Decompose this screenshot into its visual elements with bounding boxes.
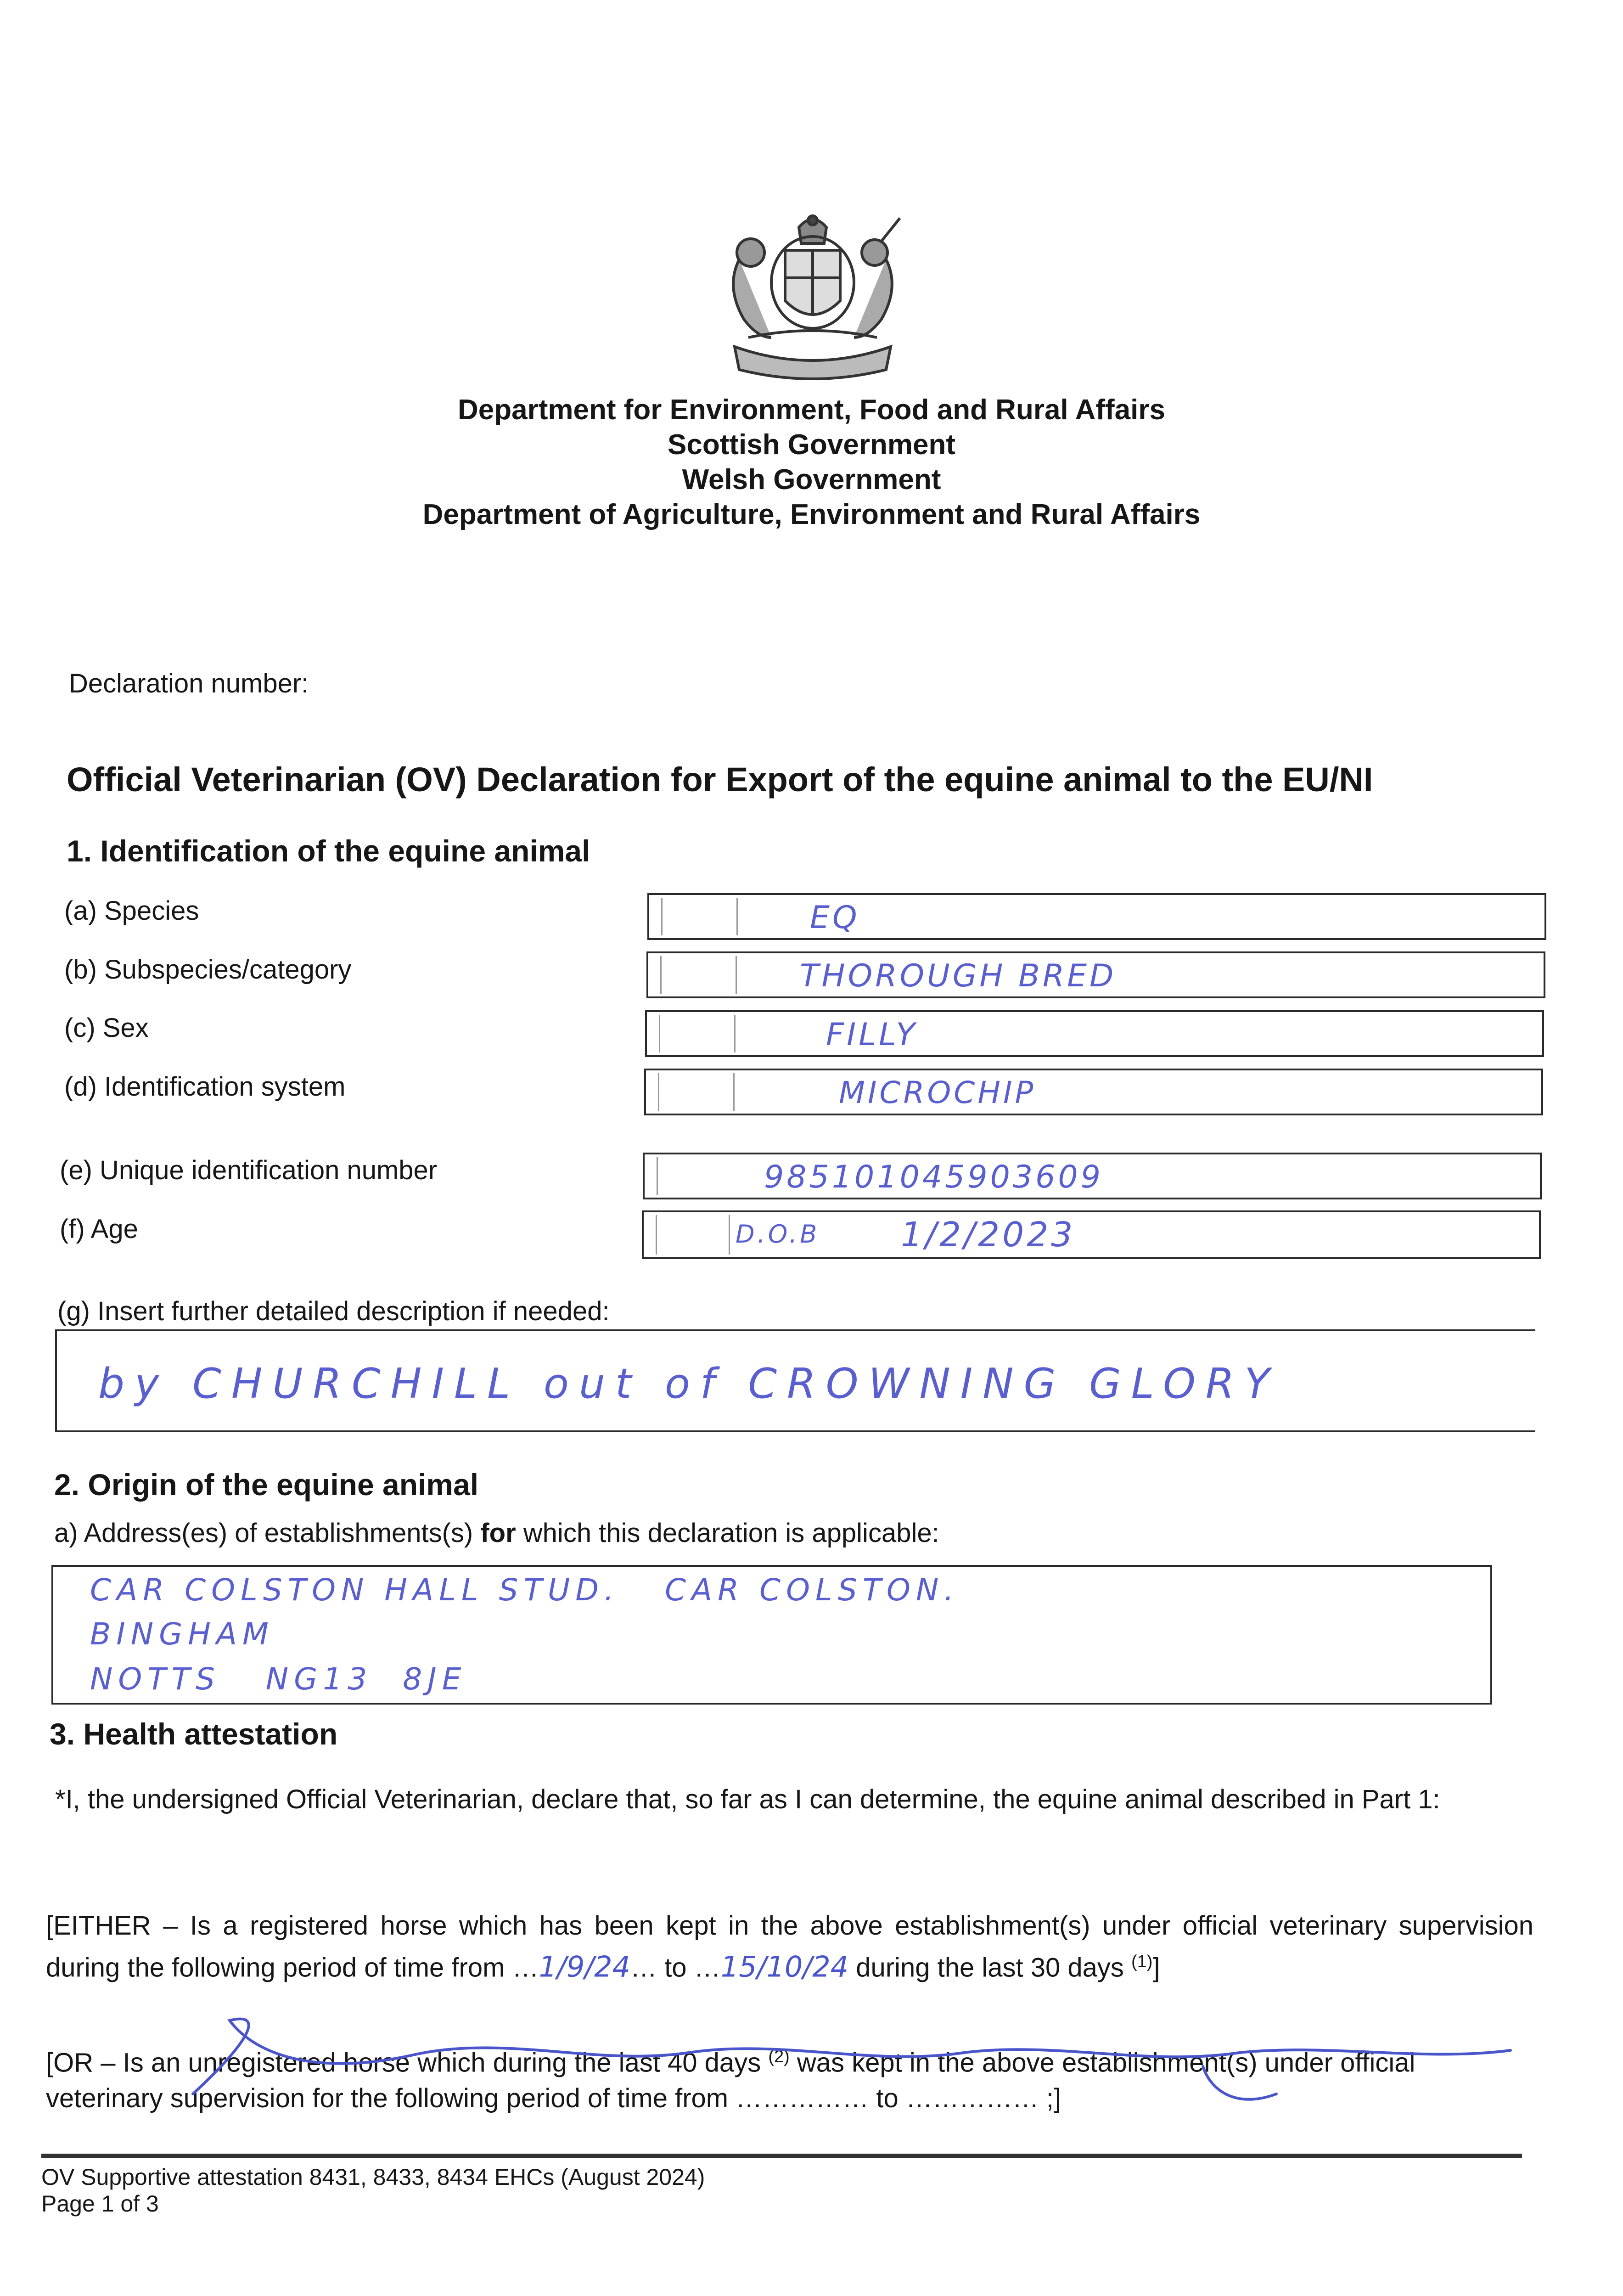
identification-system-label: (d) Identification system <box>64 1072 346 1102</box>
identification-system-value: MICROCHIP <box>839 1075 1036 1110</box>
section-3-heading: 3. Health attestation <box>50 1717 338 1751</box>
document-title: Official Veterinarian (OV) Declaration for Export of the equine animal to the EU/NI <box>67 760 1373 799</box>
department-name-1: Department for Environment, Food and Rural Affairs <box>458 394 1165 426</box>
declaration-number-label: Declaration number: <box>69 669 309 698</box>
footer-divider <box>41 2154 1522 2158</box>
subspecies-value: THOROUGH BRED <box>800 958 1117 994</box>
health-attestation-intro: *I, the undersigned Official Veterinarian, declare that, so far as I can determine, the equine animal described in Part 1: <box>55 1784 1440 1814</box>
either-to-date: 15/10/24 <box>720 1950 849 1984</box>
either-statement: [EITHER – Is a registered horse which has been kept in the above establishment(s) under official veterinary supervision during the following period of time from …1/9/24… to …15/10/24 during the last 30 days $^{(1)}$] <box>46 1911 1533 1984</box>
address-line-2: BINGHAM <box>90 1616 274 1652</box>
address-line-1: CAR COLSTON HALL STUD. CAR COLSTON. <box>90 1572 960 1608</box>
department-name-2: Scottish Government <box>668 429 955 461</box>
sex-label: (c) Sex <box>64 1013 149 1043</box>
address-line-3: NOTTS NG13 8JE <box>90 1661 467 1697</box>
page-number: Page 1 of 3 <box>41 2191 159 2217</box>
department-name-4: Department of Agriculture, Environment and Rural Affairs <box>422 499 1201 530</box>
subspecies-label: (b) Subspecies/category <box>64 955 352 985</box>
footer-reference: OV Supportive attestation 8431, 8433, 8434 EHCs (August 2024) <box>41 2164 705 2190</box>
either-from-date: 1/9/24 <box>539 1950 631 1984</box>
species-value: EQ <box>810 900 860 936</box>
description-label: (g) Insert further detailed description if needed: <box>57 1296 610 1326</box>
description-value: by CHURCHILL out of CROWNING GLORY <box>98 1360 1280 1408</box>
unique-id-label: (e) Unique identification number <box>60 1155 438 1185</box>
sex-value: FILLY <box>826 1017 918 1053</box>
department-name-3: Welsh Government <box>682 464 941 495</box>
or-statement: [OR – Is an unregistered horse which during the last 40 days $^{(2)}$ was kept in the above establishment(s) under official veterinary supervision for the following period of time from …………… to …………… ;] <box>46 2047 1415 2114</box>
age-value: 1/2/2023 <box>901 1215 1076 1255</box>
species-label: (a) Species <box>64 896 199 926</box>
unique-id-value: 985101045903609 <box>764 1159 1103 1195</box>
age-dob-prefix: D.O.B <box>736 1220 820 1249</box>
age-label: (f) Age <box>60 1214 138 1244</box>
section-2-heading: 2. Origin of the equine animal <box>54 1468 479 1502</box>
address-label: a) Address(es) of establishments(s) for which this declaration is applicable: <box>54 1518 939 1548</box>
section-1-heading: 1. Identification of the equine animal <box>67 834 590 868</box>
